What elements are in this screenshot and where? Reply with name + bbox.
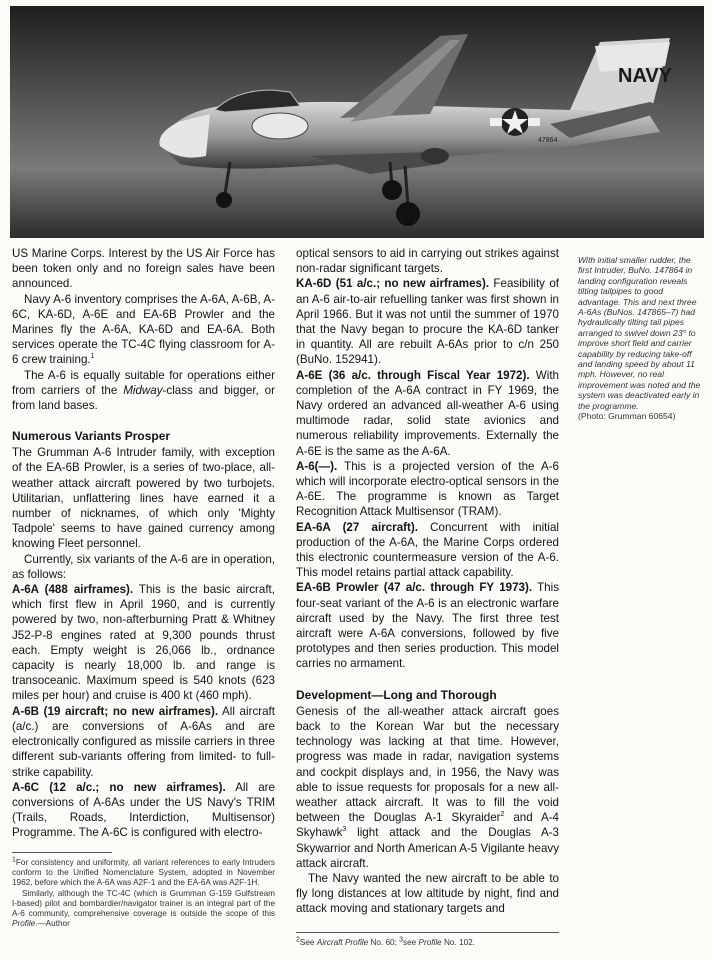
paragraph-text: The A-6 is equally suitable for operations either from carriers of the bbox=[12, 368, 275, 397]
fuselage-serial: 47864 bbox=[538, 137, 558, 144]
footnote-paragraph bbox=[12, 858, 275, 889]
paragraph: US Marine Corps. Interest by the US Air Force has been token only and no foreign sales have been announced. bbox=[12, 247, 275, 291]
footnote-text: No. 102. bbox=[441, 938, 475, 947]
variant-entry bbox=[12, 780, 275, 841]
tail-navy-text: NAVY bbox=[618, 65, 673, 87]
paragraph: The Grumman A-6 Intruder family, with exception of the EA-6B Prowler, is a series of two-place, all-weather attack aircraft powered by two turbojets. Utilitarian, unflattering lines have earned it a number of nicknames, of which only 'Mighty Tadpole' seems to have gained currency among knowing Fleet personnel. bbox=[12, 446, 275, 551]
paragraph-text: Navy A-6 inventory comprises the A-6A, A-6B, A-6C, KA-6D, A-6E and EA-6B Prowler and the Marines fly the A-6A, KA-6D and EA-6A. Both services operate the TC-4C flying classroom for A-6 crew training. bbox=[12, 292, 275, 367]
footnote-1 bbox=[12, 858, 275, 929]
text-column-1 bbox=[12, 246, 275, 841]
variant-text: All aircraft (a/c.) are conversions of A-6As and are electronically configured as missile carriers in three different sub-variants offering from limited- to full-strike capability. bbox=[12, 704, 275, 779]
variant-heading: A-6A (488 airframes). bbox=[12, 583, 134, 597]
footnote-paragraph bbox=[12, 889, 275, 930]
footnote-2 bbox=[296, 938, 559, 948]
variant-entry bbox=[296, 580, 559, 671]
footnote-ref: 2 bbox=[500, 811, 505, 819]
italic-text: Profile bbox=[12, 919, 36, 929]
caption-credit: (Photo: Grumman 60654) bbox=[578, 411, 676, 422]
variant-heading: A-6(—). bbox=[296, 459, 338, 473]
variant-text: This is the basic aircraft, which first flew in April 1960, and is currently powered by two, non-afterburning Pratt & Whitney J52-P-8 engines rated at 9,300 pounds thrust each. Empty weight is 26,066 lb., ordnance capacity is nearly 18,000 lb. and range is transoceanic. Maximum speed is 540 knots (623 miles per hour) and cruise is 400 kt (460 mph). bbox=[12, 583, 275, 703]
variant-heading: EA-6B Prowler (47 a/c. through FY 1973). bbox=[296, 581, 533, 595]
paragraph bbox=[12, 368, 275, 414]
footnote-text: see bbox=[403, 938, 419, 947]
footnote-text: No. 60; bbox=[368, 938, 400, 947]
text-column-2 bbox=[296, 246, 559, 917]
paragraph bbox=[296, 704, 559, 871]
variant-entry bbox=[296, 368, 559, 459]
variant-heading: A-6B (19 aircraft; no new airframes). bbox=[12, 704, 219, 718]
italic-text: Aircraft Profile bbox=[316, 938, 369, 947]
variant-text: This four-seat variant of the A-6 is an electronic warfare aircraft used by the Navy. The first three test aircraft were A-6A conversions, followed by five prototypes and then series production. This model carries no armament. bbox=[296, 581, 559, 671]
variant-text: With completion of the A-6A contract in FY 1969, the Navy ordered an advanced all-weather A-6 using multimode radar, solid state avionics and numerous reliability improvements. Externally the A-6E is the same as the A-6A. bbox=[296, 368, 559, 458]
footnote-ref: 1 bbox=[90, 353, 95, 361]
variant-entry bbox=[12, 582, 275, 704]
footnote-divider bbox=[296, 932, 559, 933]
section-heading: Development—Long and Thorough bbox=[296, 687, 497, 702]
caption-text: With initial smaller rudder, the first Intruder, BuNo. 147864 in landing configuration reveals tilting tailpipes to good advantage. This and next three A-6As (BuNos. 147865–7) had hydraulically tilting tail pipes arranged to swivel down 23° to improve short field and carrier capability by reducing take-off and landing speed by about 11 mph. However, no real improvement was noted and the system was deactivated early in the programme. bbox=[578, 255, 701, 411]
aircraft-photo bbox=[10, 6, 704, 238]
variant-heading: EA-6A (27 aircraft). bbox=[296, 520, 418, 534]
footnote-marker: 2 bbox=[296, 936, 300, 944]
paragraph-text: light attack and the Douglas A-3 Skywarrior and North American A-5 Vigilante heavy attack aircraft. bbox=[296, 826, 559, 870]
variant-entry bbox=[296, 520, 559, 581]
variant-entry bbox=[12, 704, 275, 780]
variant-heading: A-6C (12 a/c.; no new airframes). bbox=[12, 780, 226, 794]
variant-heading: KA-6D (51 a/c.; no new airframes). bbox=[296, 277, 490, 291]
paragraph bbox=[12, 292, 275, 368]
footnote-marker: 1 bbox=[12, 856, 16, 864]
footnote-text: See bbox=[299, 938, 317, 947]
variant-heading: A-6E (36 a/c. through Fiscal Year 1972). bbox=[296, 368, 530, 382]
footnote-marker: 3 bbox=[399, 936, 404, 944]
paragraph: The Navy wanted the new aircraft to be able to fly long distances at low altitude by night, find and attack moving and stationary targets and bbox=[296, 871, 559, 916]
variant-text: All are conversions of A-6As under the US Navy's TRIM (Trails, Roads, Interdiction, Multisensor) Programme. The A-6C is configured with electro- bbox=[12, 780, 275, 840]
variant-entry bbox=[296, 276, 559, 367]
footnote-text: Similarly, although the TC-4C (which is Grumman G-159 Gulfstream I-based) pilot and bombardier/navigator trainer is an integral part of the A-6 community, comprehensive coverage is outside the scope of this bbox=[12, 888, 275, 919]
paragraph: Currently, six variants of the A-6 are in operation, as follows: bbox=[12, 552, 275, 581]
variant-text: Concurrent with initial production of the A-6A, the Marine Corps ordered this electronic countermeasure version of the A-6. This model retains partial attack capability. bbox=[296, 520, 559, 580]
paragraph-text: -class and bigger, or from land bases. bbox=[12, 383, 275, 413]
section-heading: Numerous Variants Prosper bbox=[12, 429, 171, 444]
italic-text: Profile bbox=[418, 938, 442, 947]
footnote-ref: 3 bbox=[342, 826, 347, 834]
footnote-text: .—Author bbox=[35, 919, 70, 929]
footnote-text: For consistency and uniformity, all variant references to early Intruders conform to the Unified Nomenclature System, adopted in November 1962, before which the A-6A was A2F-1 and the EA-6A was A2F-1H. bbox=[12, 858, 275, 888]
italic-text: Midway bbox=[123, 383, 163, 397]
variant-text: This is a projected version of the A-6 which will incorporate electro-optical sensors in the A-6E. The programme is known as Target Recognition Attack Multisensor (TRAM). bbox=[296, 459, 559, 519]
paragraph: optical sensors to aid in carrying out strikes against non-radar significant targets. bbox=[296, 247, 559, 276]
paragraph-text: Genesis of the all-weather attack aircraft goes back to the Korean War but the necessary technology was lacking at that time. However, progress was made in radar, navigation systems and cockpit displays and, in 1956, the Navy was able to issue requests for proposals for a new all-weather attack aircraft. It was to fill the void between the Douglas A-1 Skyraider bbox=[296, 704, 559, 825]
footnote-divider bbox=[12, 852, 112, 853]
variant-text: Feasibility of an A-6 air-to-air refuelling tanker was first shown in April 1966. But it was not until the summer of 1970 that the Navy began to procure the KA-6D tanker in quantity. All are rebuilt A-6As prior to c/n 250 (BuNo. 152941). bbox=[296, 277, 559, 367]
paragraph-text: and A-4 Skyhawk bbox=[296, 811, 559, 840]
photo-caption bbox=[578, 255, 703, 422]
variant-entry bbox=[296, 459, 559, 520]
